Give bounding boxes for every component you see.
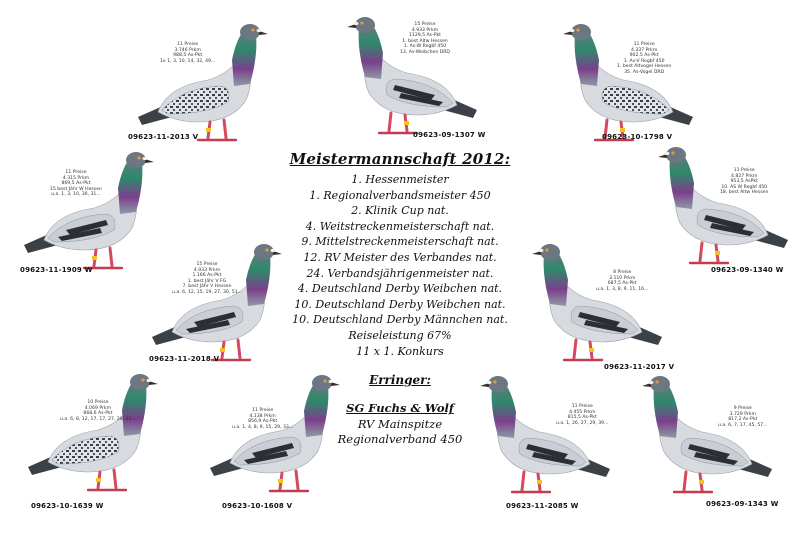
pigeon-stats: 11 Preise 4.827 Prkm 953,5 AsPkt 10. AS W Regbf 450 18. best Altw Hessen xyxy=(720,168,769,196)
erringer-heading: Erringer: xyxy=(369,373,431,388)
winner-region: Regionalverband 450 xyxy=(337,432,463,447)
achievement-item: 12. RV Meister des Verbandes nat. xyxy=(303,250,497,264)
ring-number: 09623-09-1343 W xyxy=(706,500,779,508)
ring-number: 09623-11-2017 V xyxy=(604,363,675,371)
ring-number: 09623-10-1798 V xyxy=(602,133,673,141)
ring-number: 09623-11-2018 V xyxy=(149,355,220,363)
achievement-item: 24. Verbandsjährigenmeister nat. xyxy=(306,266,494,280)
pigeon-stats: 8 Preise 3.110 Prkm 687,5 As-Pkt u.a. 1, 3, 8, 9, 11, 16... xyxy=(596,270,649,292)
achievement-item: 4. Deutschland Derby Weibchen nat. xyxy=(297,282,503,296)
ring-number: 09623-11-2013 V xyxy=(128,133,199,141)
achievement-item: 2. Klinik Cup nat. xyxy=(351,204,449,218)
winner-name: SG Fuchs & Wolf xyxy=(346,401,454,416)
winner-club: RV Mainspitze xyxy=(357,416,443,431)
achievement-block xyxy=(270,150,530,448)
pigeon-stats: 11 Preise 4.315 Prkm 869,5 As-Pkt 15 best Jähr W Hessen u.a. 1, 3, 10, 30, 31... xyxy=(50,170,102,198)
achievement-item: 9. Mittelstreckenmeisterschaft nat. xyxy=(301,235,499,249)
achievement-item: 1. Hessenmeister xyxy=(351,173,449,186)
ring-number: 09623-09-1307 W xyxy=(413,131,486,139)
ring-number: 09623-10-1608 V xyxy=(222,502,293,510)
pigeon-stats: 11 Preise 4.337 Prkm 902,5 As-Pkt 1. As-V Regbf 450 1. best Altvogel Hessen 35. As-Vogel DRD xyxy=(617,42,672,75)
pigeon-stats: 15 Preise 4.933 Prkm 1.166 As-Pkt 1. best Jähr V FG 7. best Jähr V Hessen u.a. 6, 12, 15, 19, 27, 30, 51... xyxy=(172,262,243,295)
pigeon-stats: 11 Preise 3.746 Prkm 988,5 As-Pkt 1x 1, 3, 10, 14, 32, 49... xyxy=(160,42,216,64)
pigeon-stats: 10 Preise 4.069 Prkm 868,6 As-Pkt u.a. 6, 8, 12, 17, 17, 27, 26, 31... xyxy=(60,400,136,422)
page-title: Meistermannschaft 2012: xyxy=(289,150,511,168)
pigeon-stats: 9 Preise 3.729 Prkm 817,2 As-Pkt u.a. 6, 7, 17, 45, 57... xyxy=(718,406,768,428)
pigeon-figure xyxy=(28,374,158,490)
ring-number: 09623-10-1639 W xyxy=(31,502,104,510)
pigeon-figure xyxy=(532,244,662,360)
winner-block xyxy=(270,401,530,448)
pigeon-stats: 11 Preise 4.138 Prkm 856,9 As-Pkt u.a. 1, 4, 8, 9, 15, 29, 33... xyxy=(232,408,294,430)
achievement-list xyxy=(270,172,530,359)
ring-number: 09623-09-1340 W xyxy=(711,266,784,274)
achievement-item: 11 x 1. Konkurs xyxy=(356,344,444,358)
pigeon-figure xyxy=(642,376,772,492)
ring-number: 09623-11-1909 W xyxy=(20,266,93,274)
achievement-item: 10. Deutschland Derby Weibchen nat. xyxy=(294,297,506,311)
achievement-item: 1. Regionalverbandsmeister 450 xyxy=(309,188,491,202)
achievement-item: 10. Deutschland Derby Männchen nat. xyxy=(292,313,508,327)
pigeon-stats: 11 Preise 4.455 Prkm 815,5 As-Pkt u.a. 1, 26, 27, 29, 39... xyxy=(556,404,609,426)
ring-number: 09623-11-2085 W xyxy=(506,502,579,510)
achievement-item: 4. Weitstreckenmeisterschaft nat. xyxy=(305,219,495,233)
achievement-item: Reiseleistung 67% xyxy=(348,328,452,342)
pigeon-figure xyxy=(658,147,788,263)
pigeon-stats: 15 Preise 4.933 Prkm 1129,5 As-Pkt 1. best Altw Hessen 1. As-W Regbf 450 13. As-Weibchen DRD xyxy=(400,22,450,55)
